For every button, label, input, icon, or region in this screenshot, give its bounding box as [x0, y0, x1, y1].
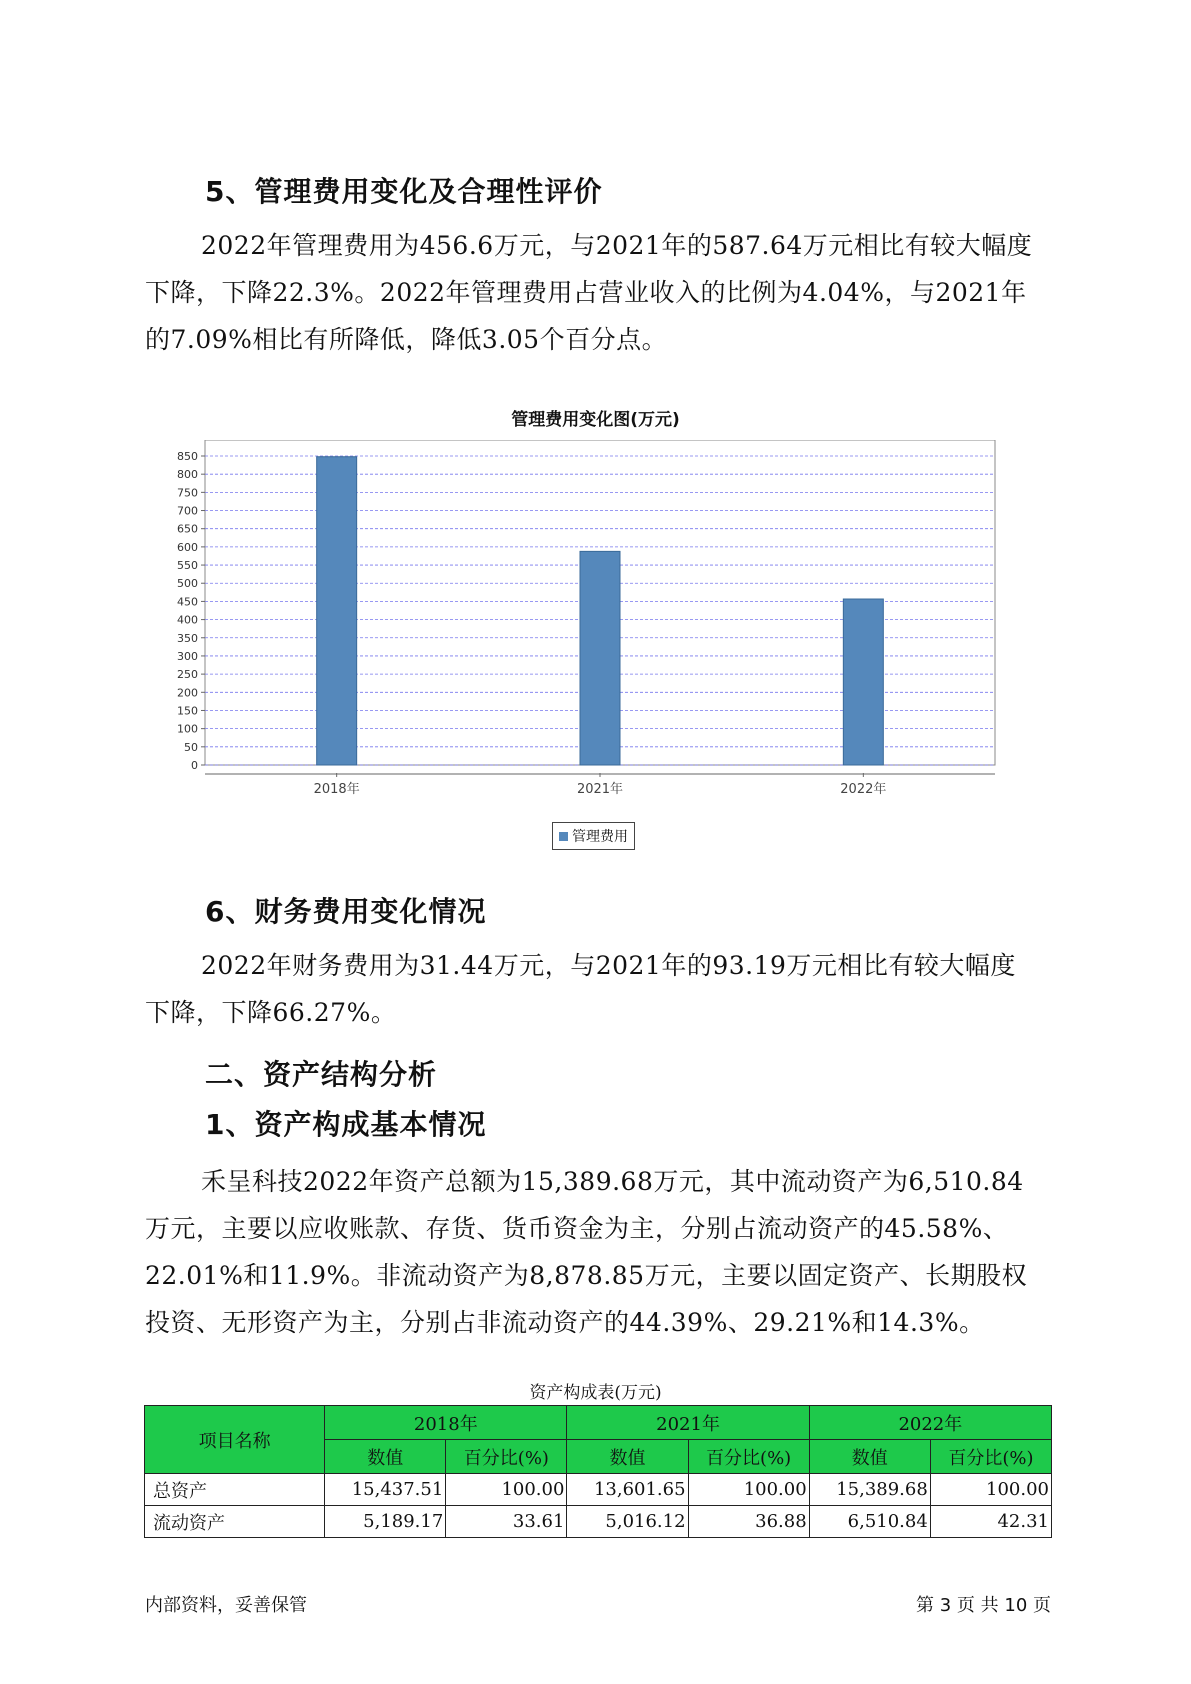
y-tick-label: 350	[177, 631, 198, 645]
y-tick-label: 400	[177, 613, 198, 627]
x-tick-label: 2018年	[313, 782, 360, 797]
x-tick-label: 2022年	[840, 782, 887, 797]
table-subheader-value: 数值	[567, 1440, 688, 1474]
row-label: 总资产	[145, 1474, 325, 1506]
table-cell: 33.61	[446, 1506, 567, 1538]
table-cell: 5,189.17	[325, 1506, 446, 1538]
asset-composition-table	[144, 1405, 1052, 1538]
footer-page-number: 第 3 页 共 10 页	[916, 1595, 1051, 1616]
table-cell: 13,601.65	[567, 1474, 688, 1506]
admin-expense-paragraph	[145, 222, 1055, 363]
section-title-asset-composition: 1、资产构成基本情况	[205, 1108, 487, 1141]
paragraph-line: 2022年财务费用为31.44万元，与2021年的93.19万元相比有较大幅度	[201, 951, 1016, 980]
y-tick-label: 500	[177, 577, 198, 591]
table-subheader-percent: 百分比(%)	[930, 1440, 1051, 1474]
bar	[843, 599, 883, 765]
part-title-asset-structure: 二、资产结构分析	[205, 1058, 438, 1091]
y-tick-label: 600	[177, 540, 198, 554]
table-header-item: 项目名称	[145, 1406, 325, 1474]
y-tick-label: 250	[177, 668, 198, 682]
paragraph-line: 禾呈科技2022年资产总额为15,389.68万元，其中流动资产为6,510.84	[201, 1167, 1024, 1196]
y-tick-label: 550	[177, 559, 198, 573]
table-cell: 100.00	[688, 1474, 809, 1506]
row-label: 流动资产	[145, 1506, 325, 1538]
chart-legend	[552, 822, 635, 850]
paragraph-line: 下降，下降66.27%。	[145, 998, 397, 1027]
legend-swatch	[559, 832, 568, 841]
table-cell: 15,437.51	[325, 1474, 446, 1506]
table-header-year: 2021年	[567, 1406, 809, 1440]
admin-expense-bar-chart	[160, 440, 1020, 820]
table-cell: 36.88	[688, 1506, 809, 1538]
y-tick-label: 800	[177, 468, 198, 482]
table-row	[145, 1506, 1052, 1538]
table-cell: 15,389.68	[809, 1474, 930, 1506]
y-tick-label: 150	[177, 704, 198, 718]
y-tick-label: 650	[177, 522, 198, 536]
y-tick-label: 50	[184, 740, 198, 754]
y-tick-label: 300	[177, 649, 198, 663]
table-subheader-percent: 百分比(%)	[688, 1440, 809, 1474]
y-tick-label: 0	[191, 759, 198, 772]
footer-confidential-note: 内部资料，妥善保管	[145, 1595, 307, 1616]
table-header-year: 2022年	[809, 1406, 1051, 1440]
table-subheader-value: 数值	[325, 1440, 446, 1474]
y-tick-label: 750	[177, 486, 198, 500]
legend-label: 管理费用	[572, 829, 628, 845]
y-tick-label: 200	[177, 686, 198, 700]
paragraph-line: 2022年管理费用为456.6万元，与2021年的587.64万元相比有较大幅度	[201, 231, 1033, 260]
paragraph-line: 的7.09%相比有所降低，降低3.05个百分点。	[145, 325, 668, 354]
table-caption: 资产构成表(万元)	[529, 1383, 662, 1403]
x-tick-label: 2021年	[576, 782, 624, 797]
chart-title: 管理费用变化图(万元)	[511, 410, 680, 430]
table-cell: 100.00	[930, 1474, 1051, 1506]
paragraph-line: 万元，主要以应收账款、存货、货币资金为主，分别占流动资产的45.58%、	[145, 1214, 1009, 1243]
paragraph-line: 投资、无形资产为主，分别占非流动资产的44.39%、29.21%和14.3%。	[145, 1308, 985, 1337]
table-cell: 100.00	[446, 1474, 567, 1506]
section-title-admin-expense: 5、管理费用变化及合理性评价	[205, 175, 603, 208]
table-cell: 42.31	[930, 1506, 1051, 1538]
table-cell: 5,016.12	[567, 1506, 688, 1538]
table-row	[145, 1474, 1052, 1506]
y-tick-label: 850	[177, 450, 198, 463]
table-subheader-value: 数值	[809, 1440, 930, 1474]
paragraph-line: 22.01%和11.9%。非流动资产为8,878.85万元，主要以固定资产、长期股权	[145, 1261, 1028, 1290]
table-cell: 6,510.84	[809, 1506, 930, 1538]
bar	[580, 551, 620, 765]
paragraph-line: 下降，下降22.3%。2022年管理费用占营业收入的比例为4.04%，与2021年	[145, 278, 1027, 307]
table-header-year: 2018年	[325, 1406, 567, 1440]
finance-expense-paragraph	[145, 942, 1055, 1036]
bar	[317, 457, 357, 765]
y-tick-label: 450	[177, 595, 198, 609]
y-tick-label: 700	[177, 504, 198, 518]
y-tick-label: 100	[177, 722, 198, 736]
table-subheader-percent: 百分比(%)	[446, 1440, 567, 1474]
section-title-finance-expense: 6、财务费用变化情况	[205, 895, 487, 928]
asset-composition-paragraph	[145, 1158, 1055, 1346]
